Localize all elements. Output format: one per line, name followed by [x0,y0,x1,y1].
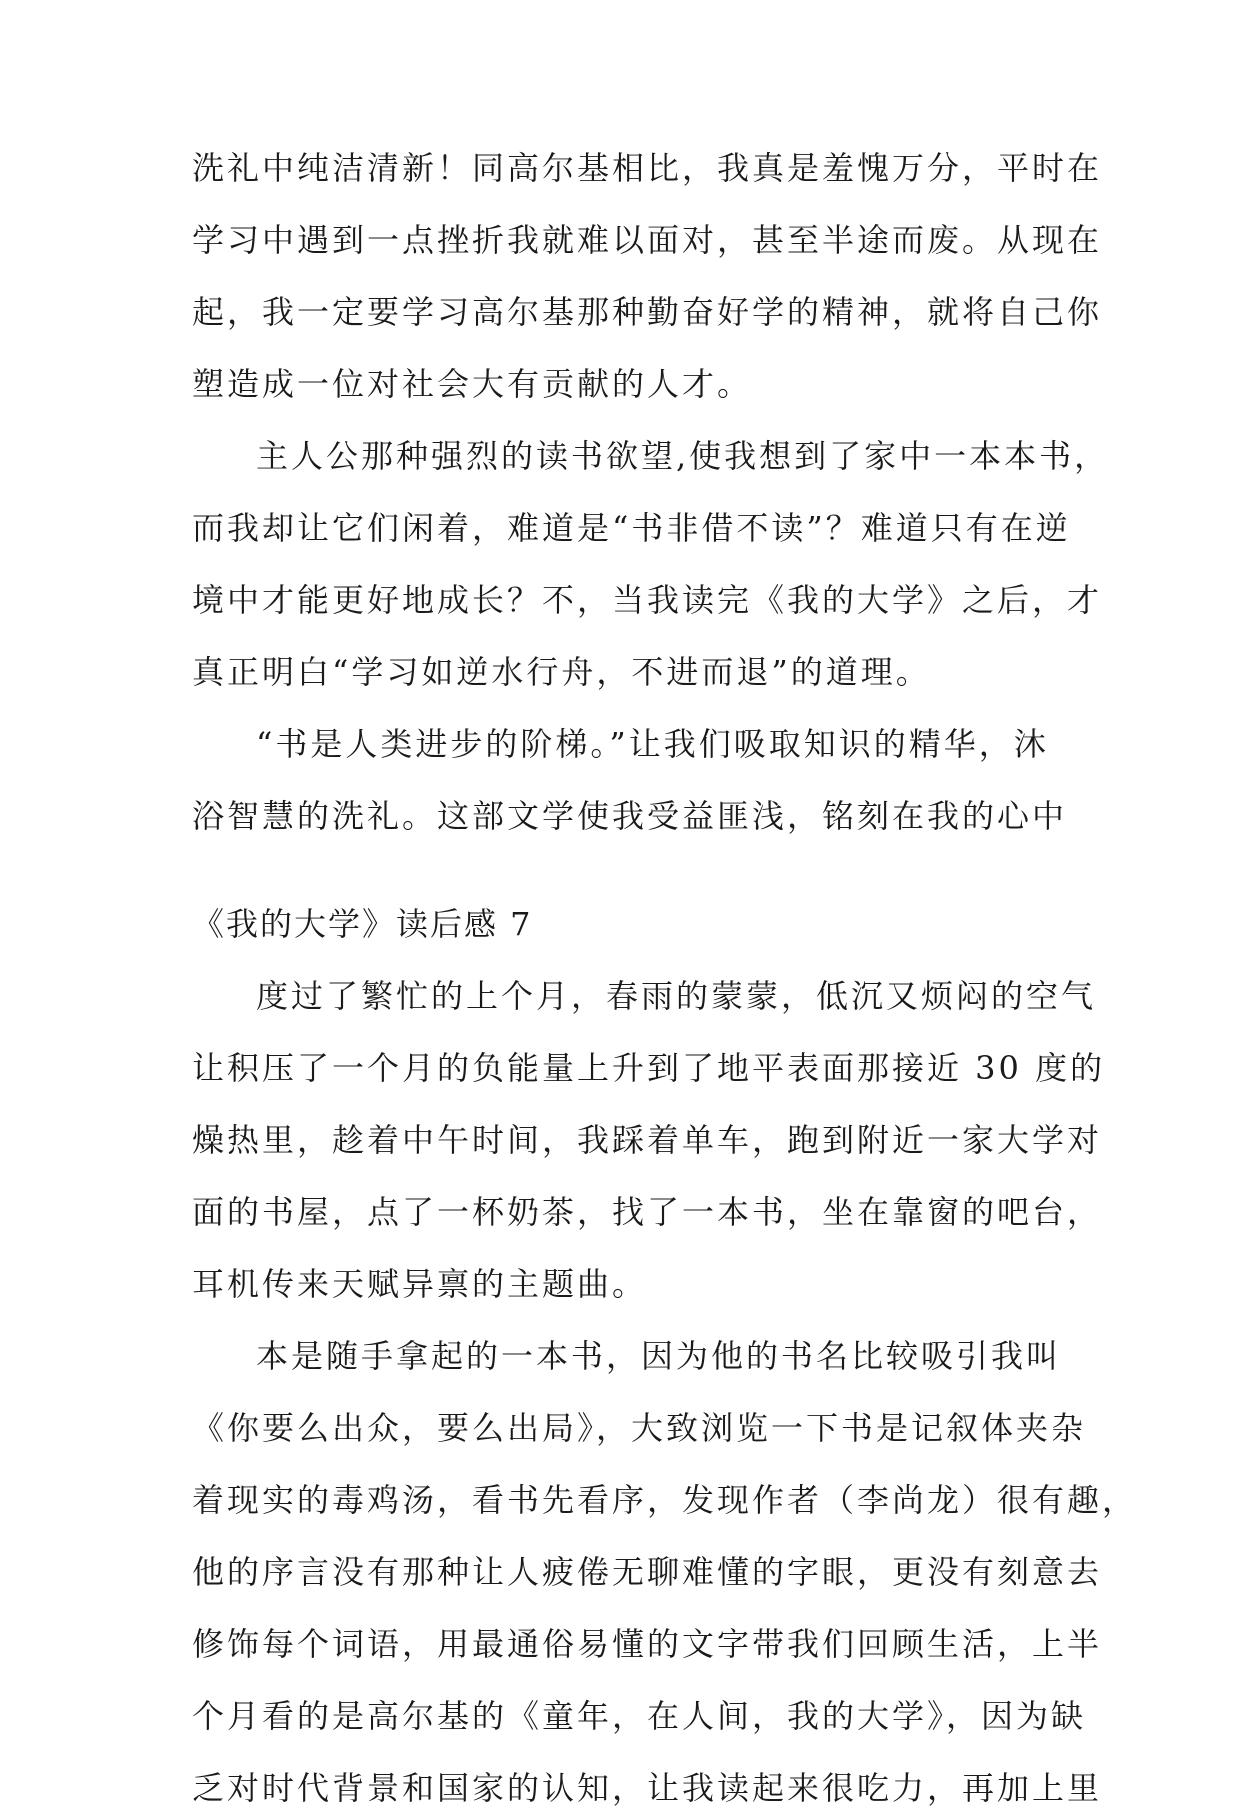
paragraph-line [0,1254,1241,1314]
line-text: 度过了繁忙的上个月，春雨的蒙蒙，低沉又烦闷的空气 [256,977,1097,1015]
section-title [0,894,1241,954]
line-text: 境中才能更好地成长？不，当我读完《我的大学》之后，才 [192,581,1103,619]
line-text: 洗礼中纯洁清新！同高尔基相比，我真是羞愧万分，平时在 [192,149,1103,187]
section-title-text: 《我的大学》读后感 7 [192,905,533,943]
line-text: 起，我一定要学习高尔基那种勤奋好学的精神，就将自己你 [192,293,1103,331]
paragraph-line [0,1326,1241,1386]
paragraph-line [0,1470,1241,1530]
line-text: 主人公那种强烈的读书欲望,使我想到了家中一本本书， [256,437,1110,475]
paragraph-line [0,210,1241,270]
paragraph-line [0,714,1241,774]
line-text: “书是人类进步的阶梯。”让我们吸取知识的精华，沐 [256,725,1049,763]
paragraph-line [0,426,1241,486]
line-text: 浴智慧的洗礼。这部文学使我受益匪浅，铭刻在我的心中 [192,797,1068,835]
line-text: 塑造成一位对社会大有贡献的人才。 [192,365,753,403]
paragraph-line [0,570,1241,630]
paragraph-line [0,138,1241,198]
paragraph-line [0,282,1241,342]
line-text: 真正明白“学习如逆水行舟，不进而退”的道理。 [192,653,931,691]
line-text: 着现实的毒鸡汤，看书先看序，发现作者（李尚龙）很有趣， [192,1481,1138,1519]
paragraph-line [0,1398,1241,1458]
line-text: 燥热里，趁着中午时间，我踩着单车，跑到附近一家大学对 [192,1121,1103,1159]
paragraph-line [0,1542,1241,1602]
line-text: 学习中遇到一点挫折我就难以面对，甚至半途而废。从现在 [192,221,1103,259]
paragraph-line [0,786,1241,846]
paragraph-line [0,1038,1241,1098]
paragraph-line [0,1110,1241,1170]
paragraph-line [0,354,1241,414]
paragraph-line [0,1182,1241,1242]
line-text: 本是随手拿起的一本书，因为他的书名比较吸引我叫 [256,1337,1062,1375]
line-text: 修饰每个词语，用最通俗易懂的文字带我们回顾生活，上半 [192,1625,1103,1663]
line-text: 而我却让它们闲着，难道是“书非借不读”？难道只有在逆 [192,509,1071,547]
paragraph-line [0,642,1241,702]
line-text: 面的书屋，点了一杯奶茶，找了一本书，坐在靠窗的吧台， [192,1193,1103,1231]
paragraph-line [0,498,1241,558]
line-text: 《你要么出众，要么出局》，大致浏览一下书是记叙体夹杂 [192,1409,1087,1447]
paragraph-line [0,966,1241,1026]
line-text: 乏对时代背景和国家的认知，让我读起来很吃力，再加上里 [192,1769,1103,1807]
paragraph-line [0,1614,1241,1674]
line-text: 让积压了一个月的负能量上升到了地平表面那接近 30 度的 [192,1049,1106,1087]
paragraph-line [0,1758,1241,1818]
line-text: 个月看的是高尔基的《童年，在人间，我的大学》，因为缺 [192,1697,1087,1735]
paragraph-line [0,1686,1241,1746]
line-text: 耳机传来天赋异禀的主题曲。 [192,1265,648,1303]
line-text: 他的序言没有那种让人疲倦无聊难懂的字眼，更没有刻意去 [192,1553,1103,1591]
